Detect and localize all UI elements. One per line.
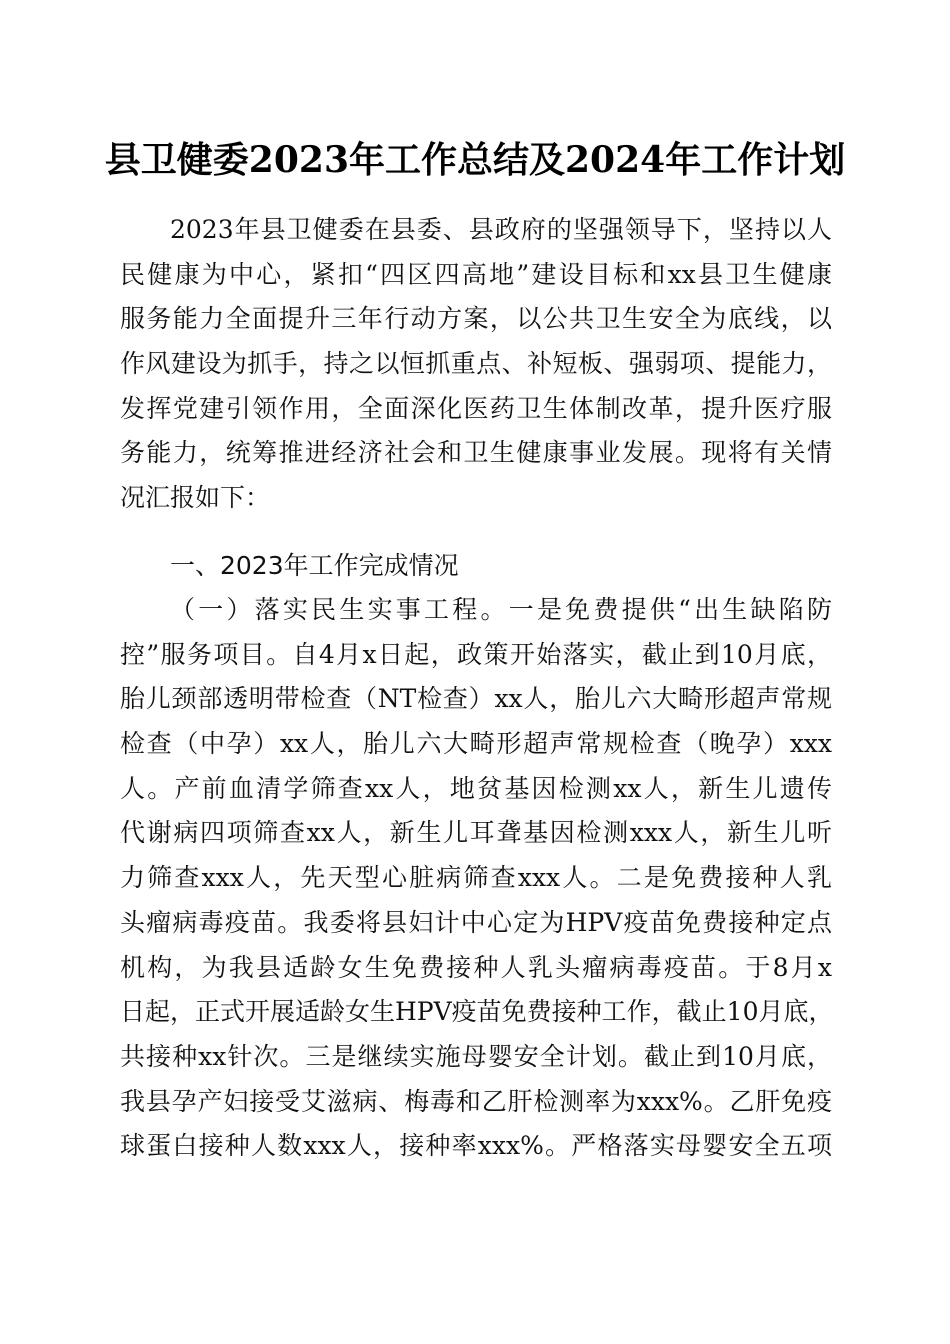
paragraph-line: 民健康为中心，紧扣“四区四高地”建设目标和xx县卫生健康 bbox=[120, 259, 832, 289]
paragraph-line: 2023年县卫健委在县委、县政府的坚强领导下，坚持以人 bbox=[170, 215, 832, 244]
section-heading: 一、2023年工作完成情况 bbox=[170, 551, 459, 580]
paragraph-line: 况汇报如下： bbox=[120, 483, 271, 513]
paragraph-line: 机构，为我县适龄女生免费接种人乳头瘤病毒疫苗。于8月x bbox=[120, 952, 832, 982]
paragraph-line: 作风建设为抓手，持之以恒抓重点、补短板、强弱项、提能力， bbox=[120, 349, 832, 379]
paragraph-line: 日起，正式开展适龄女生HPV疫苗免费接种工作，截止10月底， bbox=[120, 997, 834, 1027]
paragraph-line: 头瘤病毒疫苗。我委将县妇计中心定为HPV疫苗免费接种定点 bbox=[120, 907, 832, 937]
paragraph-line: 球蛋白接种人数xxx人，接种率xxx%。严格落实母婴安全五项 bbox=[120, 1131, 832, 1161]
paragraph-line: 务能力，统筹推进经济社会和卫生健康事业发展。现将有关情 bbox=[120, 438, 832, 468]
paragraph-line: （一）落实民生实事工程。一是免费提供“出生缺陷防 bbox=[170, 595, 832, 624]
paragraph-line: 检查（中孕）xx人，胎儿六大畸形超声常规检查（晚孕）xxx bbox=[120, 729, 832, 759]
paragraph-line: 力筛查xxx人，先天型心脏病筛查xxx人。二是免费接种人乳 bbox=[120, 863, 832, 893]
paragraph-line: 共接种xx针次。三是继续实施母婴安全计划。截止到10月底， bbox=[120, 1041, 832, 1071]
paragraph-line: 人。产前血清学筛查xx人，地贫基因检测xx人，新生儿遗传 bbox=[120, 773, 832, 803]
paragraph-line: 代谢病四项筛查xx人，新生儿耳聋基因检测xxx人，新生儿听 bbox=[120, 818, 832, 848]
paragraph-line: 控”服务项目。自4月x日起，政策开始落实，截止到10月底， bbox=[120, 639, 832, 669]
paragraph-line: 我县孕产妇接受艾滋病、梅毒和乙肝检测率为xxx%。乙肝免疫 bbox=[120, 1086, 832, 1116]
paragraph-line: 发挥党建引领作用，全面深化医药卫生体制改革，提升医疗服 bbox=[120, 393, 832, 423]
intro-paragraph bbox=[120, 208, 832, 521]
paragraph-line: 服务能力全面提升三年行动方案，以公共卫生安全为底线，以 bbox=[120, 304, 832, 334]
section1-paragraph bbox=[120, 588, 832, 1169]
document-title: 县卫健委2023年工作总结及2024年工作计划 bbox=[104, 139, 846, 181]
paragraph-line: 胎儿颈部透明带检查（NT检查）xx人，胎儿六大畸形超声常规 bbox=[120, 684, 832, 714]
